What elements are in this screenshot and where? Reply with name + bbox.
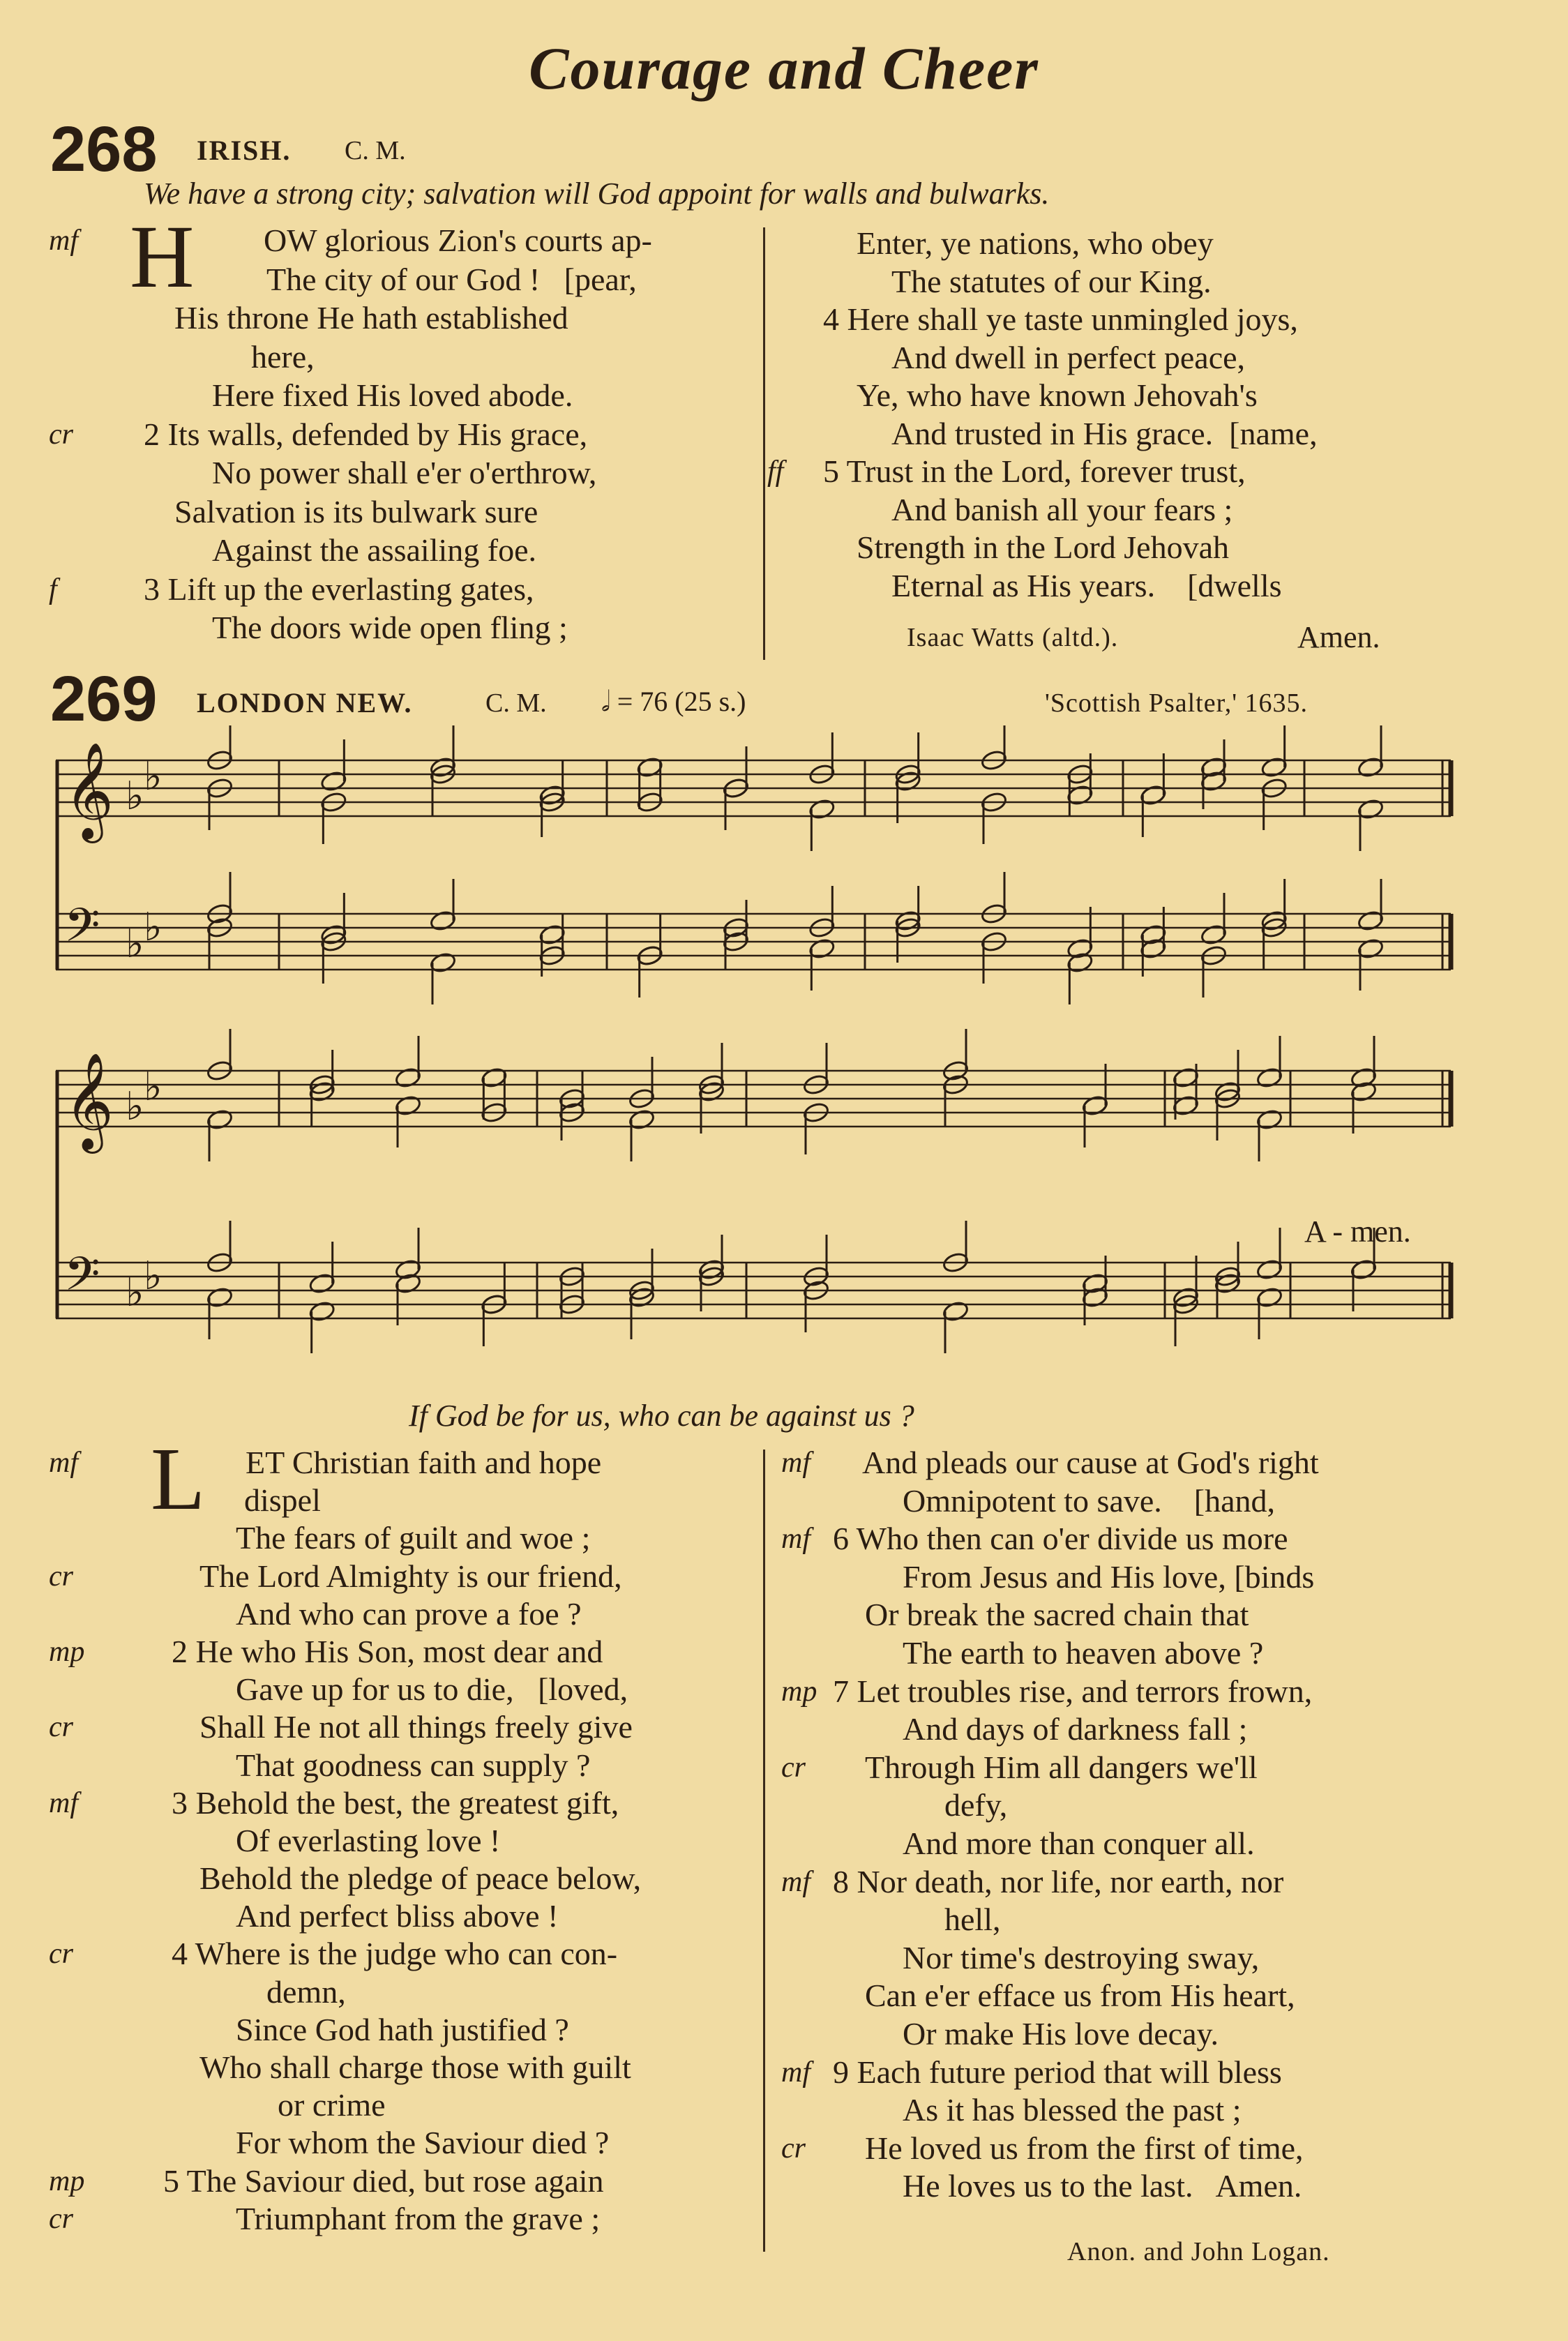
- hymn-268-meter: C. M.: [345, 136, 406, 165]
- verse-text: Ye, who have known Jehovah's: [857, 377, 1258, 413]
- column-divider: [763, 227, 765, 660]
- verse-line: [49, 1708, 732, 1746]
- hymn-269-right-column: [767, 1444, 1521, 2206]
- verse-line: [49, 1935, 732, 1973]
- verse-text: He loved us from the first of time,: [865, 2130, 1304, 2166]
- verse-line: [767, 1786, 1521, 1825]
- hymn-268-amen: Amen.: [1297, 620, 1380, 654]
- verse-line: [767, 529, 1521, 567]
- dynamic-marking: mf: [781, 1447, 811, 1479]
- verse-line: [49, 1633, 732, 1671]
- verse-text: 7 Let troubles rise, and terrors frown,: [833, 1673, 1313, 1709]
- treble-clef-icon: 𝄞: [64, 1055, 114, 1147]
- hymn-269-tempo: 𝅗𝅥 = 76 (25 s.): [601, 686, 746, 717]
- verse-line: [49, 1747, 732, 1784]
- verse-line: [767, 377, 1521, 415]
- treble-clef-icon: 𝄞: [64, 744, 114, 837]
- verse-text: The fears of guilt and woe ;: [236, 1520, 591, 1556]
- verse-line: [49, 2011, 732, 2049]
- music-score: [49, 725, 1465, 1381]
- verse-text: 3 Lift up the everlasting gates,: [144, 571, 534, 607]
- verse-line: [767, 225, 1521, 263]
- verse-text: From Jesus and His love, [binds: [903, 1558, 1315, 1595]
- verse-text: Through Him all dangers we'll: [865, 1749, 1258, 1785]
- flat-icon: ♭: [126, 923, 144, 966]
- verse-line: [49, 1671, 732, 1708]
- dynamic-marking: mf: [49, 1447, 78, 1479]
- verse-line: [49, 338, 732, 377]
- flat-icon: ♭: [144, 906, 163, 949]
- verse-line: [49, 1860, 732, 1897]
- verse-text: As it has blessed the past ;: [903, 2092, 1242, 2128]
- hymn-268-dropcap: H: [130, 207, 195, 306]
- verse-text: Behold the pledge of peace below,: [199, 1860, 642, 1897]
- verse-text: Can e'er efface us from His heart,: [865, 1978, 1295, 2014]
- verse-line: [49, 1822, 732, 1860]
- verse-line: [49, 2124, 732, 2162]
- verse-text: No power shall e'er o'erthrow,: [212, 455, 597, 490]
- verse-text: 6 Who then can o'er divide us more: [833, 1521, 1288, 1557]
- hymn-268-scripture: We have a strong city; salvation will God appoint for walls and bulwarks.: [144, 176, 1050, 211]
- verse-text: 8 Nor death, nor life, nor earth, nor: [833, 1863, 1284, 1899]
- dynamic-marking: cr: [49, 2202, 73, 2235]
- verse-line: [49, 1482, 732, 1519]
- flat-icon: ♭: [144, 1255, 163, 1298]
- hymn-269-scripture: If God be for us, who can be against us ?: [409, 1399, 914, 1433]
- verse-text: 4 Where is the judge who can con-: [172, 1936, 618, 1972]
- verse-line: [767, 263, 1521, 301]
- verse-text: Or break the sacred chain that: [865, 1597, 1249, 1633]
- verse-text: Omnipotent to save. [hand,: [903, 1482, 1276, 1519]
- flat-icon: ♭: [126, 775, 144, 818]
- verse-line: [49, 1519, 732, 1557]
- verse-line: [767, 1634, 1521, 1673]
- hymn-268-right-column: [767, 225, 1521, 605]
- verse-line: [49, 299, 732, 338]
- hymn-269-left-column: [49, 1429, 732, 2238]
- verse-line: [49, 454, 732, 493]
- dynamic-marking: cr: [49, 1560, 73, 1593]
- hymn-269-source: 'Scottish Psalter,' 1635.: [1045, 688, 1309, 718]
- dynamic-marking: cr: [49, 1711, 73, 1744]
- verse-line: [49, 416, 732, 455]
- verse-line: [49, 1973, 732, 2011]
- hymn-269-author: Anon. and John Logan.: [1067, 2237, 1330, 2266]
- verse-line: [49, 261, 732, 300]
- verse-text: 4 Here shall ye taste unmingled joys,: [823, 301, 1298, 337]
- verse-text: 9 Each future period that will bless: [833, 2054, 1282, 2090]
- column-divider-2: [763, 1450, 765, 2252]
- verse-text: here,: [251, 338, 315, 375]
- verse-line: [49, 1897, 732, 1935]
- verse-text: Salvation is its bulwark sure: [174, 493, 538, 529]
- verse-line: [767, 2054, 1521, 2092]
- verse-line: [767, 1749, 1521, 1787]
- verse-line: [767, 2091, 1521, 2130]
- verse-text: 5 Trust in the Lord, forever trust,: [823, 453, 1246, 489]
- verse-line: [767, 453, 1521, 491]
- verse-text: And banish all your fears ;: [891, 491, 1233, 527]
- verse-text: Nor time's destroying sway,: [903, 1939, 1260, 1975]
- verse-line: [49, 609, 732, 648]
- verse-text: 2 Its walls, defended by His grace,: [144, 416, 588, 452]
- verse-line: [767, 567, 1521, 605]
- hymn-269-dropcap: L: [151, 1429, 206, 1528]
- verse-line: [767, 1482, 1521, 1521]
- verse-text: The doors wide open fling ;: [212, 610, 568, 645]
- verse-text: or crime: [278, 2087, 386, 2123]
- verse-line: [767, 1977, 1521, 2015]
- verse-text: Shall He not all things freely give: [199, 1709, 633, 1745]
- dynamic-marking: cr: [781, 1751, 806, 1784]
- verse-line: [767, 2130, 1521, 2168]
- bass-clef-icon: 𝄢: [64, 1250, 100, 1311]
- dynamic-marking: mf: [781, 1523, 811, 1556]
- verse-text: Triumphant from the grave ;: [236, 2200, 601, 2236]
- verse-text: Or make His love decay.: [903, 2015, 1219, 2052]
- verse-line: [49, 532, 732, 571]
- dynamic-marking: mf: [781, 2056, 811, 2088]
- verse-line: [767, 1444, 1521, 1482]
- dynamic-marking: cr: [49, 1938, 73, 1971]
- verse-line: [49, 2162, 732, 2200]
- verse-text: And days of darkness fall ;: [903, 1711, 1248, 1747]
- verse-text: ET Christian faith and hope: [246, 1445, 602, 1480]
- verse-text: Who shall charge those with guilt: [199, 2049, 631, 2085]
- dynamic-marking: mf: [49, 225, 78, 257]
- hymn-269-number: 269: [50, 663, 158, 735]
- hymn-269-tune: LONDON NEW.: [197, 687, 413, 718]
- verse-line: [767, 1901, 1521, 1939]
- verse-text: The city of our God ! [pear,: [266, 261, 637, 297]
- verse-line: [767, 1520, 1521, 1558]
- verse-text: And more than conquer all.: [903, 1825, 1255, 1861]
- verse-line: [49, 1558, 732, 1595]
- verse-text: Here fixed His loved abode.: [212, 377, 573, 413]
- hymn-269-meter: C. M.: [485, 688, 547, 718]
- verse-line: [49, 493, 732, 532]
- verse-text: 2 He who His Son, most dear and: [172, 1633, 603, 1669]
- verse-text: Of everlasting love !: [236, 1822, 501, 1858]
- verse-line: [767, 339, 1521, 377]
- verse-line: [767, 1673, 1521, 1711]
- verse-text: OW glorious Zion's courts ap-: [264, 223, 652, 258]
- verse-line: [767, 491, 1521, 529]
- page-title: Courage and Cheer: [529, 35, 1039, 102]
- hymn-268-tune: IRISH.: [197, 135, 292, 166]
- verse-line: [767, 1558, 1521, 1597]
- bass-clef-icon: 𝄢: [64, 901, 100, 963]
- dynamic-marking: cr: [49, 418, 73, 451]
- flat-icon: ♭: [144, 1066, 163, 1109]
- music-amen-lyric: A - men.: [1304, 1214, 1411, 1249]
- verse-text: The earth to heaven above ?: [903, 1634, 1264, 1671]
- hymn-268-left-column: [49, 207, 732, 648]
- verse-line: [49, 2086, 732, 2124]
- verse-text: Eternal as His years. [dwells: [891, 567, 1282, 603]
- verse-text: The statutes of our King.: [891, 263, 1212, 299]
- flat-icon: ♭: [144, 755, 163, 799]
- verse-text: And who can prove a foe ?: [236, 1595, 582, 1632]
- dynamic-marking: mf: [49, 1786, 78, 1819]
- verse-text: 3 Behold the best, the greatest gift,: [172, 1784, 619, 1821]
- verse-text: That goodness can supply ?: [236, 1747, 591, 1783]
- verse-line: [767, 415, 1521, 453]
- verse-line: [49, 377, 732, 416]
- dynamic-marking: mf: [781, 1865, 811, 1898]
- flat-icon: ♭: [126, 1085, 144, 1129]
- verse-line: [49, 571, 732, 610]
- verse-text: And perfect bliss above !: [236, 1898, 559, 1934]
- verse-text: And dwell in perfect peace,: [891, 339, 1246, 375]
- dynamic-marking: f: [49, 573, 57, 605]
- verse-text: Gave up for us to die, [loved,: [236, 1671, 628, 1708]
- verse-text: Since God hath justified ?: [236, 2011, 569, 2047]
- verse-text: And trusted in His grace. [name,: [891, 415, 1318, 451]
- verse-line: [49, 2049, 732, 2086]
- dynamic-marking: ff: [767, 456, 784, 488]
- verse-line: [49, 1784, 732, 1822]
- verse-line: [49, 1444, 732, 1482]
- verse-text: And pleads our cause at God's right: [862, 1445, 1319, 1480]
- verse-text: Strength in the Lord Jehovah: [857, 529, 1230, 565]
- flat-icon: ♭: [126, 1272, 144, 1315]
- dynamic-marking: mp: [781, 1675, 817, 1708]
- verse-line: [49, 2200, 732, 2238]
- verse-line: [49, 1595, 732, 1633]
- verse-text: 5 The Saviour died, but rose again: [163, 2162, 604, 2199]
- verse-line: [767, 301, 1521, 339]
- verse-line: [767, 1596, 1521, 1634]
- verse-line: [767, 2167, 1521, 2206]
- verse-text: hell,: [944, 1902, 1001, 1938]
- verse-line: [767, 2015, 1521, 2054]
- verse-text: Enter, ye nations, who obey: [857, 225, 1214, 261]
- dynamic-marking: mp: [49, 1635, 85, 1668]
- hymn-268-number: 268: [50, 114, 158, 185]
- dynamic-marking: cr: [781, 2132, 806, 2165]
- verse-line: [767, 1939, 1521, 1978]
- verse-text: dispel: [244, 1482, 321, 1519]
- verse-text: He loves us to the last. Amen.: [903, 2168, 1302, 2204]
- verse-text: Against the assailing foe.: [212, 532, 537, 568]
- verse-line: [49, 222, 732, 261]
- verse-text: demn,: [266, 1973, 346, 2010]
- verse-text: The Lord Almighty is our friend,: [199, 1558, 622, 1594]
- hymn-268-author: Isaac Watts (altd.).: [907, 623, 1119, 652]
- verse-line: [767, 1710, 1521, 1749]
- verse-line: [767, 1825, 1521, 1863]
- verse-text: His throne He hath established: [174, 300, 568, 336]
- dynamic-marking: mp: [49, 2165, 85, 2197]
- verse-text: defy,: [944, 1787, 1008, 1823]
- verse-text: For whom the Saviour died ?: [236, 2125, 610, 2161]
- verse-line: [767, 1863, 1521, 1902]
